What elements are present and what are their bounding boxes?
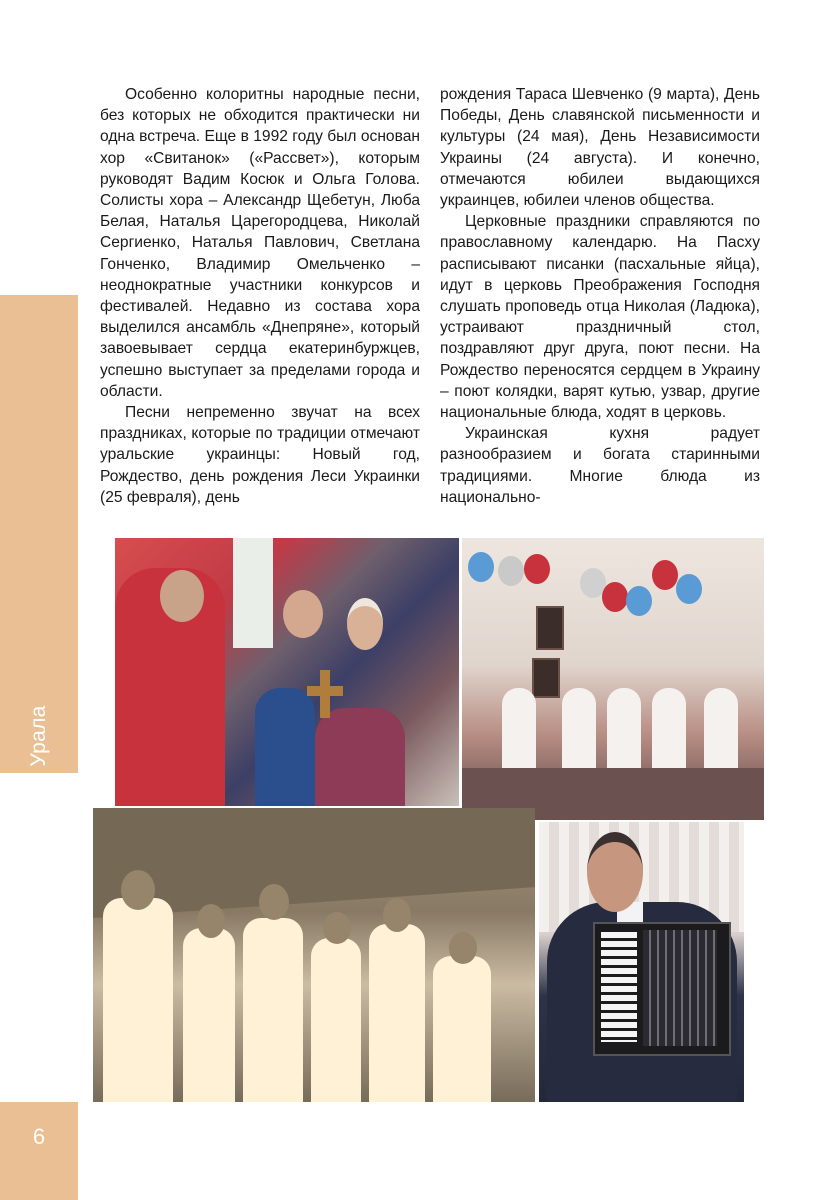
person-figure (103, 898, 173, 1102)
singer-figure (704, 688, 738, 778)
paragraph: Песни непременно звучат на всех праздниках, которые по традиции отмечают уральские украинцы: Новый год, Рождество, день рождения Леси Украинки (25 февраля), день (100, 404, 420, 506)
man-head (587, 832, 643, 912)
balloon-icon (652, 560, 678, 590)
person-head (259, 884, 289, 920)
singer-figure (652, 688, 686, 778)
person-head (323, 912, 351, 944)
photo-group-outdoors (93, 808, 535, 1102)
accordion-keys (601, 932, 637, 1042)
page-number: 6 (32, 1124, 46, 1149)
portrait-frame (532, 658, 560, 698)
child-figure (255, 688, 315, 806)
balloon-icon (676, 574, 702, 604)
photo-choir-singing (462, 538, 764, 820)
paragraph: Церковные праздники справляются по православному календарю. На Пасху расписывают писанки (пасхальные яйца), идут в церковь Преображения Господня слушать проповедь отца Николая (Ладюка), устраивают праздничный стол, поздравляют друг друга, поют песни. На Рождество переносятся сердцем в Украину – поют колядки, варят кутью, узвар, другие национальные блюда, ходят в церковь. (440, 213, 760, 422)
photo-accordion-player (539, 822, 744, 1102)
section-title: Народы Среднего Урала (27, 705, 50, 953)
text-column-right (440, 84, 760, 508)
text-column-left (100, 84, 420, 508)
page-number-tab (0, 1102, 78, 1200)
person-figure (433, 956, 491, 1102)
cross-icon-bar (307, 686, 343, 696)
person-head (383, 898, 411, 932)
window-shape (233, 538, 273, 648)
child-figure (315, 708, 405, 806)
woman-head (347, 598, 383, 650)
balloon-icon (468, 552, 494, 582)
man-head (283, 590, 323, 638)
singer-figure (502, 688, 536, 778)
person-head (197, 904, 225, 938)
person-figure (243, 918, 303, 1102)
balloon-icon (626, 586, 652, 616)
singer-figure (607, 688, 641, 778)
paragraph: Украинская кухня радует разнообразием и богата старинными традициями. Многие блюда из национально- (440, 425, 760, 506)
balloon-icon (524, 554, 550, 584)
person-figure (183, 928, 235, 1102)
portrait-frame (536, 606, 564, 650)
balloon-icon (498, 556, 524, 586)
person-head (121, 870, 155, 910)
person-figure (311, 938, 361, 1102)
photo-church-blessing (115, 538, 459, 806)
accordion-bellows (643, 930, 717, 1046)
singer-figure (562, 688, 596, 778)
balloon-icon (602, 582, 628, 612)
paragraph-continued: рождения Тараса Шевченко (9 марта), День Победы, День славянской письменности и культуры (24 мая), День Независимости Украины (24 августа). И конечно, отмечаются юбилеи выдающихся украинцев, юбилеи членов общества. (440, 86, 760, 210)
section-side-tab (0, 295, 78, 953)
person-head (449, 932, 477, 964)
paragraph: Особенно колоритны народные песни, без которых не обходится практически ни одна встреча. Еще в 1992 году был основан хор «Свитанок» («Рассвет»), которым руководят Вадим Косюк и Ольга Голова. Солисты хора – Александр Щебетун, Люба Белая, Наталья Царегородцева, Николай Сергиенко, Наталья Павлович, Светлана Гонченко, Владимир Омельченко – неоднократные участники конкурсов и фестивалей. Недавно из состава хора выделился ансамбль «Днепряне», который завоевывает сердца екатеринбуржцев, успешно выступает за пределами города и области. (100, 86, 420, 400)
person-figure (369, 924, 425, 1102)
priest-head (160, 570, 204, 622)
